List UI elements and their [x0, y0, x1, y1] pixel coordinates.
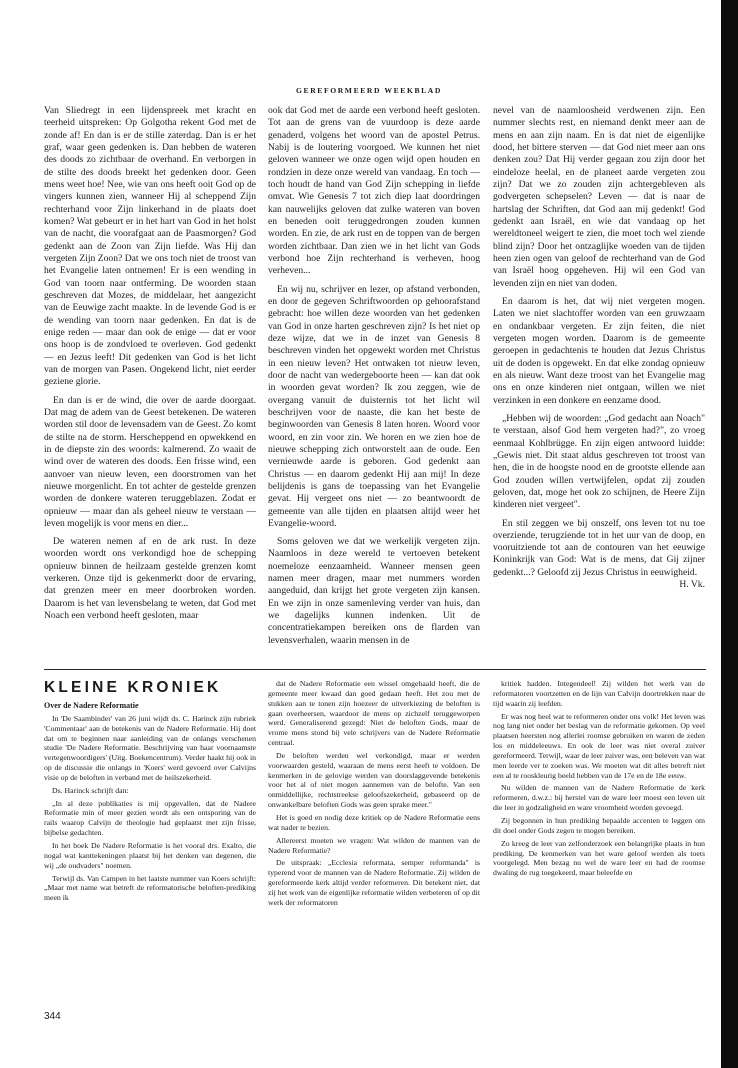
paragraph: En wij nu, schrijver en lezer, op afstand verbonden, en door de gegeven Schriftwoorden op gehoorafstand gebracht: hoe willen deze woorden van het gedenken van God in onze harten geschreven zijn? Is het niet op deze wijze, dat we in de inzet van Genesis 8 beschreven vinden het opgewekt worden met Christus in een nieuw leven? Het ontwaken tot nieuw leven, door de nacht van wedergeboorte heen — kan dat ook in woorden gevat worden? Ik zou zeggen, wie de overgang vanuit de duisternis tot het licht wil beschrijven voor de naaste, die kan het beste de beginwoorden van Genesis 8 laten horen. Woord voor woord, en zin voor zin. We horen en we zien hoe de nieuwe schepping zich ontworstelt aan de oude. Een vernieuwde aarde is geboren. God gedenkt aan Christus — en daarom gedenkt Hij aan mij! In deze belijdenis is gans de toepassing van het Evangelie gevat. Hij vergeet ons niet — zo beantwoordt de gemeente van alle tijden en plaatsen altijd weer het Evangelie-woord.	[268, 283, 480, 529]
paragraph: Zo kreeg de leer van zelfonderzoek een belangrijke plaats in hun prediking. De kenmerken van het ware geloof werden als toets voorgelegd. Men bezag nu wel de ware leer en had de roomse dwaling de rug toegekeerd, maar beleefde en	[493, 838, 705, 878]
section-subtitle: Over de Nadere Reformatie	[44, 701, 139, 710]
paragraph: Ds. Harinck schrijft dan:	[52, 785, 129, 795]
paragraph: In het boek De Nadere Reformatie is het vooral drs. Exalto, die nogal wat kanttekeningen plaatst bij het denken van degenen, die wij „de oudvaders" noemen.	[44, 840, 256, 870]
paragraph: In 'De Saambinder' van 26 juni wijdt ds. C. Harinck zijn rubriek 'Commentaar' aan de betekenis van de Nadere Reformatie. Hij doet dat om te beginnen naar aanleiding van de onlangs verschenen studie 'De Nadere Reformatie. Beschrijving van haar voornaamste vertegenwoordigers' (Uitg. Boekencentrum). Verder haakt hij ook in op de discussie die onlangs in 'Koers' werd gevoerd over Calvijns visie op de beloften in verband met de heilszekerheid.	[44, 713, 256, 782]
kroniek-column-1	[44, 701, 256, 991]
paragraph: De wateren nemen af en de ark rust. In deze woorden wordt ons verkondigd hoe de schepping opnieuw binnen de heilzaam gestelde grenzen komt verkeren. Onze tijd is gekenmerkt door de ervaring, dat grenzen meer en meer doorbroken worden. Daarom is het van levensbelang te weten, dat God met Noach een verbond heeft gesloten, maar	[44, 536, 256, 622]
paragraph: De uitspraak: „Ecclesia reformata, semper reformanda" is typerend voor de mannen van de Nadere Reformatie. Zij wilden de gereformeerde kerk altijd verder reformeren. Dit betekent niet, dat zij het werk van de eigenlijke reformatie wilden verbeteren of op dit werk der reformatoren	[268, 858, 480, 907]
paragraph: dat de Nadere Reformatie een wissel omgehaald heeft, die de gemeente meer kwaad dan goed gedaan heeft. Het zou met de stukken aan te tonen zijn hoezeer de uitverkiezing de beloften is gaan overheersen, waardoor de mens op zichzelf teruggeworpen werd. Generaliserend gezegd: Niet de beloften Gods, maar de vrome mens stond bij vele schrijvers van de Nadere Reformatie centraal.	[268, 679, 480, 748]
section-title: KLEINE KRONIEK	[44, 679, 222, 696]
scan-edge-bar	[721, 0, 738, 1068]
paragraph: Het is goed en nodig deze kritiek op de Nadere Reformatie eens wat nader te bezien.	[268, 812, 480, 832]
article-column-3	[493, 105, 705, 665]
paragraph: Van Sliedregt in een lijdenspreek met kracht en teerheid uitspreken: Op Golgotha rekent God met de zonde af! En dan is er de stille zaterdag. Dan is er het graf, waar geen gedenken is. Dan hebben de wateren des doods zo zichtbaar de overhand. En verborgen in de stilte des doods breekt het gedenken door. Geen mens weet hoe! Nee, wie van ons heeft ooit God op de vingers kunnen zien, wanneer Hij al scheppend Zijn rechterhand voor Zijn linkerhand in de plaats doet komen? Wat gebeurt er in het hart van God in het holst van de nacht, die voorafgaat aan de Paasmorgen? God gedenkt aan de Zoon van Zijn liefde. Was Hij dan vergeten Zijn Zoon? Dat we ons toch niet de troost van het Evangelie laten ontnemen! Er is een wending in God van toorn naar ontferming. De woorden staan geschreven dat Mozes, de middelaar, het aangezicht van de Eeuwige zacht maakte. In de levende God is er de wending van toorn naar gedenken. En dat is de enige reden — maar dan ook de enige — dat er voor ons hoop is de zondvloed te overleven. God gedenkt — en Jezus leeft! Dit gedenken van God is het licht van de morgen van Pasen. Ongekend licht, niet eerder geziene glorie.	[44, 105, 256, 388]
paragraph: nevel van de naamloosheid verdwenen zijn. Een nummer slechts rest, en niemand denkt meer aan de mens en aan zijn naam. En is dat niet de eigenlijke dood, het bittere sterven — dat God niet meer aan ons denken zou? Dat Hij verder gegaan zou zijn door het eindeloze heelal, en de planeet aarde vergeten zou zijn? Dat we zo zouden zijn achtergebleven als godvergeten schepselen? Leven — dat is naar de hartslag der Schriften, dat God aan mij gedenkt! God gedenkt aan Israël, en wie dat vandaag op het wereldtoneel weigert te zien, die moet toch wel ziende blind zijn? Door het ontzaglijke woeden van de tijden heen zien ogen van geloof de rechterhand van de God van Israël hoog opgeheven. Hij wil een God van levenden zijn en niet van doden.	[493, 105, 705, 289]
paragraph: Er was nog heel wat te reformeren onder ons volk! Het leven was nog lang niet onder het beslag van de reformatie gekomen. Op veel plaatsen heersten nog allerlei roomse gebruiken en waren de zeden los en middeleeuws. En ook de leer was niet overal zuiver gereformeerd. Terwijl, waar de leer zuiver was, een beleven van wat men leerde ver te zoeken was. We moeten wat dit alles betreft niet een al te rooskleurig beeld hebben van de 17e en de 18e eeuw.	[493, 711, 705, 780]
page-number: 344	[44, 1011, 61, 1022]
kroniek-column-3	[493, 679, 705, 989]
running-header: GEREFORMEERD WEEKBLAD	[296, 86, 442, 95]
author-signature: H. Vk.	[679, 579, 705, 591]
paragraph: Terwijl ds. Van Campen in het laatste nummer van Koers schrijft: „Maar met name wat betreft de reformatorische beloften-prediking meen ik	[44, 873, 256, 903]
paragraph: Soms geloven we dat we werkelijk vergeten zijn. Naamloos in deze wereld te vertoeven betekent noemeloze eenzaamheid. Wanneer mensen geen namen meer dragen, maar met nummers worden aangeduid, dan krijgt het grote vergeten zijn kansen. En we zijn in onze samenleving verder van huis, dan we dagelijks kunnen indenken. Uit de concentratiekampen bereiken ons de flarden van levensverhalen, waarin mensen in de	[268, 536, 480, 646]
paragraph: En stil zeggen we bij onszelf, ons leven tot nu toe overziende, terugziende tot in het uur van de doop, en vooruitziende tot aan de contouren van het eeuwige Koninkrijk van God: Wat is de mens, dat Gij zijner gedenkt...? Geloofd zij Jezus Christus in eeuwigheid.	[493, 517, 705, 578]
article-column-1	[44, 105, 256, 665]
paragraph: Zij begonnen in hun prediking bepaalde accenten te leggen om dit doel onder Gods zegen te mogen bereiken.	[493, 815, 705, 835]
paragraph: „Hebben wij de woorden: „God gedacht aan Noach" te verstaan, alsof God hem vergeten had?", zo vroeg eenmaal Kohlbrügge. En zijn eigen antwoord luidde: „Gewis niet. Dit staat aldus geschreven tot troost van hen, die in de hoogste nood en de grootste ellende aan God zouden willen vertwijfelen, opdat zij zouden geloven, dat, moge het ook zo schijnen, de Heere Zijn kinderen niet vergeet".	[493, 412, 705, 511]
section-divider	[44, 669, 706, 670]
paragraph: De beloften werden wel verkondigd, maar er werden voorwaarden gesteld, waaraan de mens eerst heeft te voldoen. De kenmerken in de gelovige werden van doorslaggevende betekenis voor het al of niet mogen aannemen van de belofte. Van een onmiddellijke, rechtstreekse geloofszekerheid, gebaseerd op de onwankelbare beloften Gods was geen sprake meer."	[268, 750, 480, 810]
paragraph: Nu wilden de mannen van de Nadere Reformatie de kerk reformeren, d.w.z.: bij herstel van de ware leer moest een leven uit die leer in godzaligheid en ware vroomheid worden gevoegd.	[493, 783, 705, 813]
paragraph: ook dat God met de aarde een verbond heeft gesloten. Tot aan de grens van de vuurdoop is deze aarde genaderd, volgens het woord van de apostel Petrus. Nabij is de loutering voorgoed. We kunnen het niet geloven wanneer we onze ogen wijd open houden en rondzien in deze onze wereld van vandaag. En toch — toch houdt de hand van God Zijn schepping in liefde omvat. Wie Genesis 7 tot zich diep laat doordringen kan nauwelijks geloven dat zulke wateren van boven en beneden ooit teruggedrongen zouden kunnen worden. En zie, de ark rust en de toppen van de bergen worden zichtbaar. Dan zien we in het licht van Gods verbond hoe Zijn rechterhand is verheven, hoog verheven...	[268, 105, 480, 277]
paragraph: En daarom is het, dat wij niet vergeten mogen. Laten we niet slachtoffer worden van een gruwzaam en ondankbaar vergeten. Er zijn feiten, die niet vergeten mogen worden. Daarom is de gemeente geroepen in gedachtenis te houden dat Jezus Christus uit de doden is opgewekt. En dat elke zondag opnieuw en als nieuw. Want deze troost van het Evangelie mag ons en onze kinderen niet ontgaan, willen we niet verzinken in een donkere en eenzame dood.	[493, 295, 705, 406]
kroniek-column-2	[268, 679, 480, 989]
paragraph: „In al deze publikaties is mij opgevallen, dat de Nadere Reformatie min of meer gezien wordt als een ontsporing van de rails waarop Calvijn de theologie had geplaatst met zijn frisse, bijbelse gedachten.	[44, 798, 256, 838]
paragraph: En dan is er de wind, die over de aarde doorgaat. Dat mag de adem van de Geest betekenen. De wateren worden stil door de levensadem van de Geest. Zo komt de stilte na de storm. Herscheppend en opwekkend en in de diepste zin des woords: kalmerend. Zo waait de wind over de wateren des doods. Een frisse wind, een aanvoer van nieuw leven, een doorstromen van het nieuwe morgenlicht. En tot achter de gestelde grenzen worden de donkere wateren teruggeblazen. Zodat er opnieuw — maar dan als geheel nieuw te verstaan — leven mogelijk is voor mens en dier...	[44, 394, 256, 529]
paragraph: kritiek hadden. Integendeel! Zij wilden het werk van de reformatoren voortzetten en de lijn van Calvijn doortrekken naar de tijd waarin zij leefden.	[493, 679, 705, 708]
paragraph: Allereerst moeten we vragen: Wat wilden de mannen van de Nadere Reformatie?	[268, 835, 480, 855]
article-column-2	[268, 105, 480, 665]
